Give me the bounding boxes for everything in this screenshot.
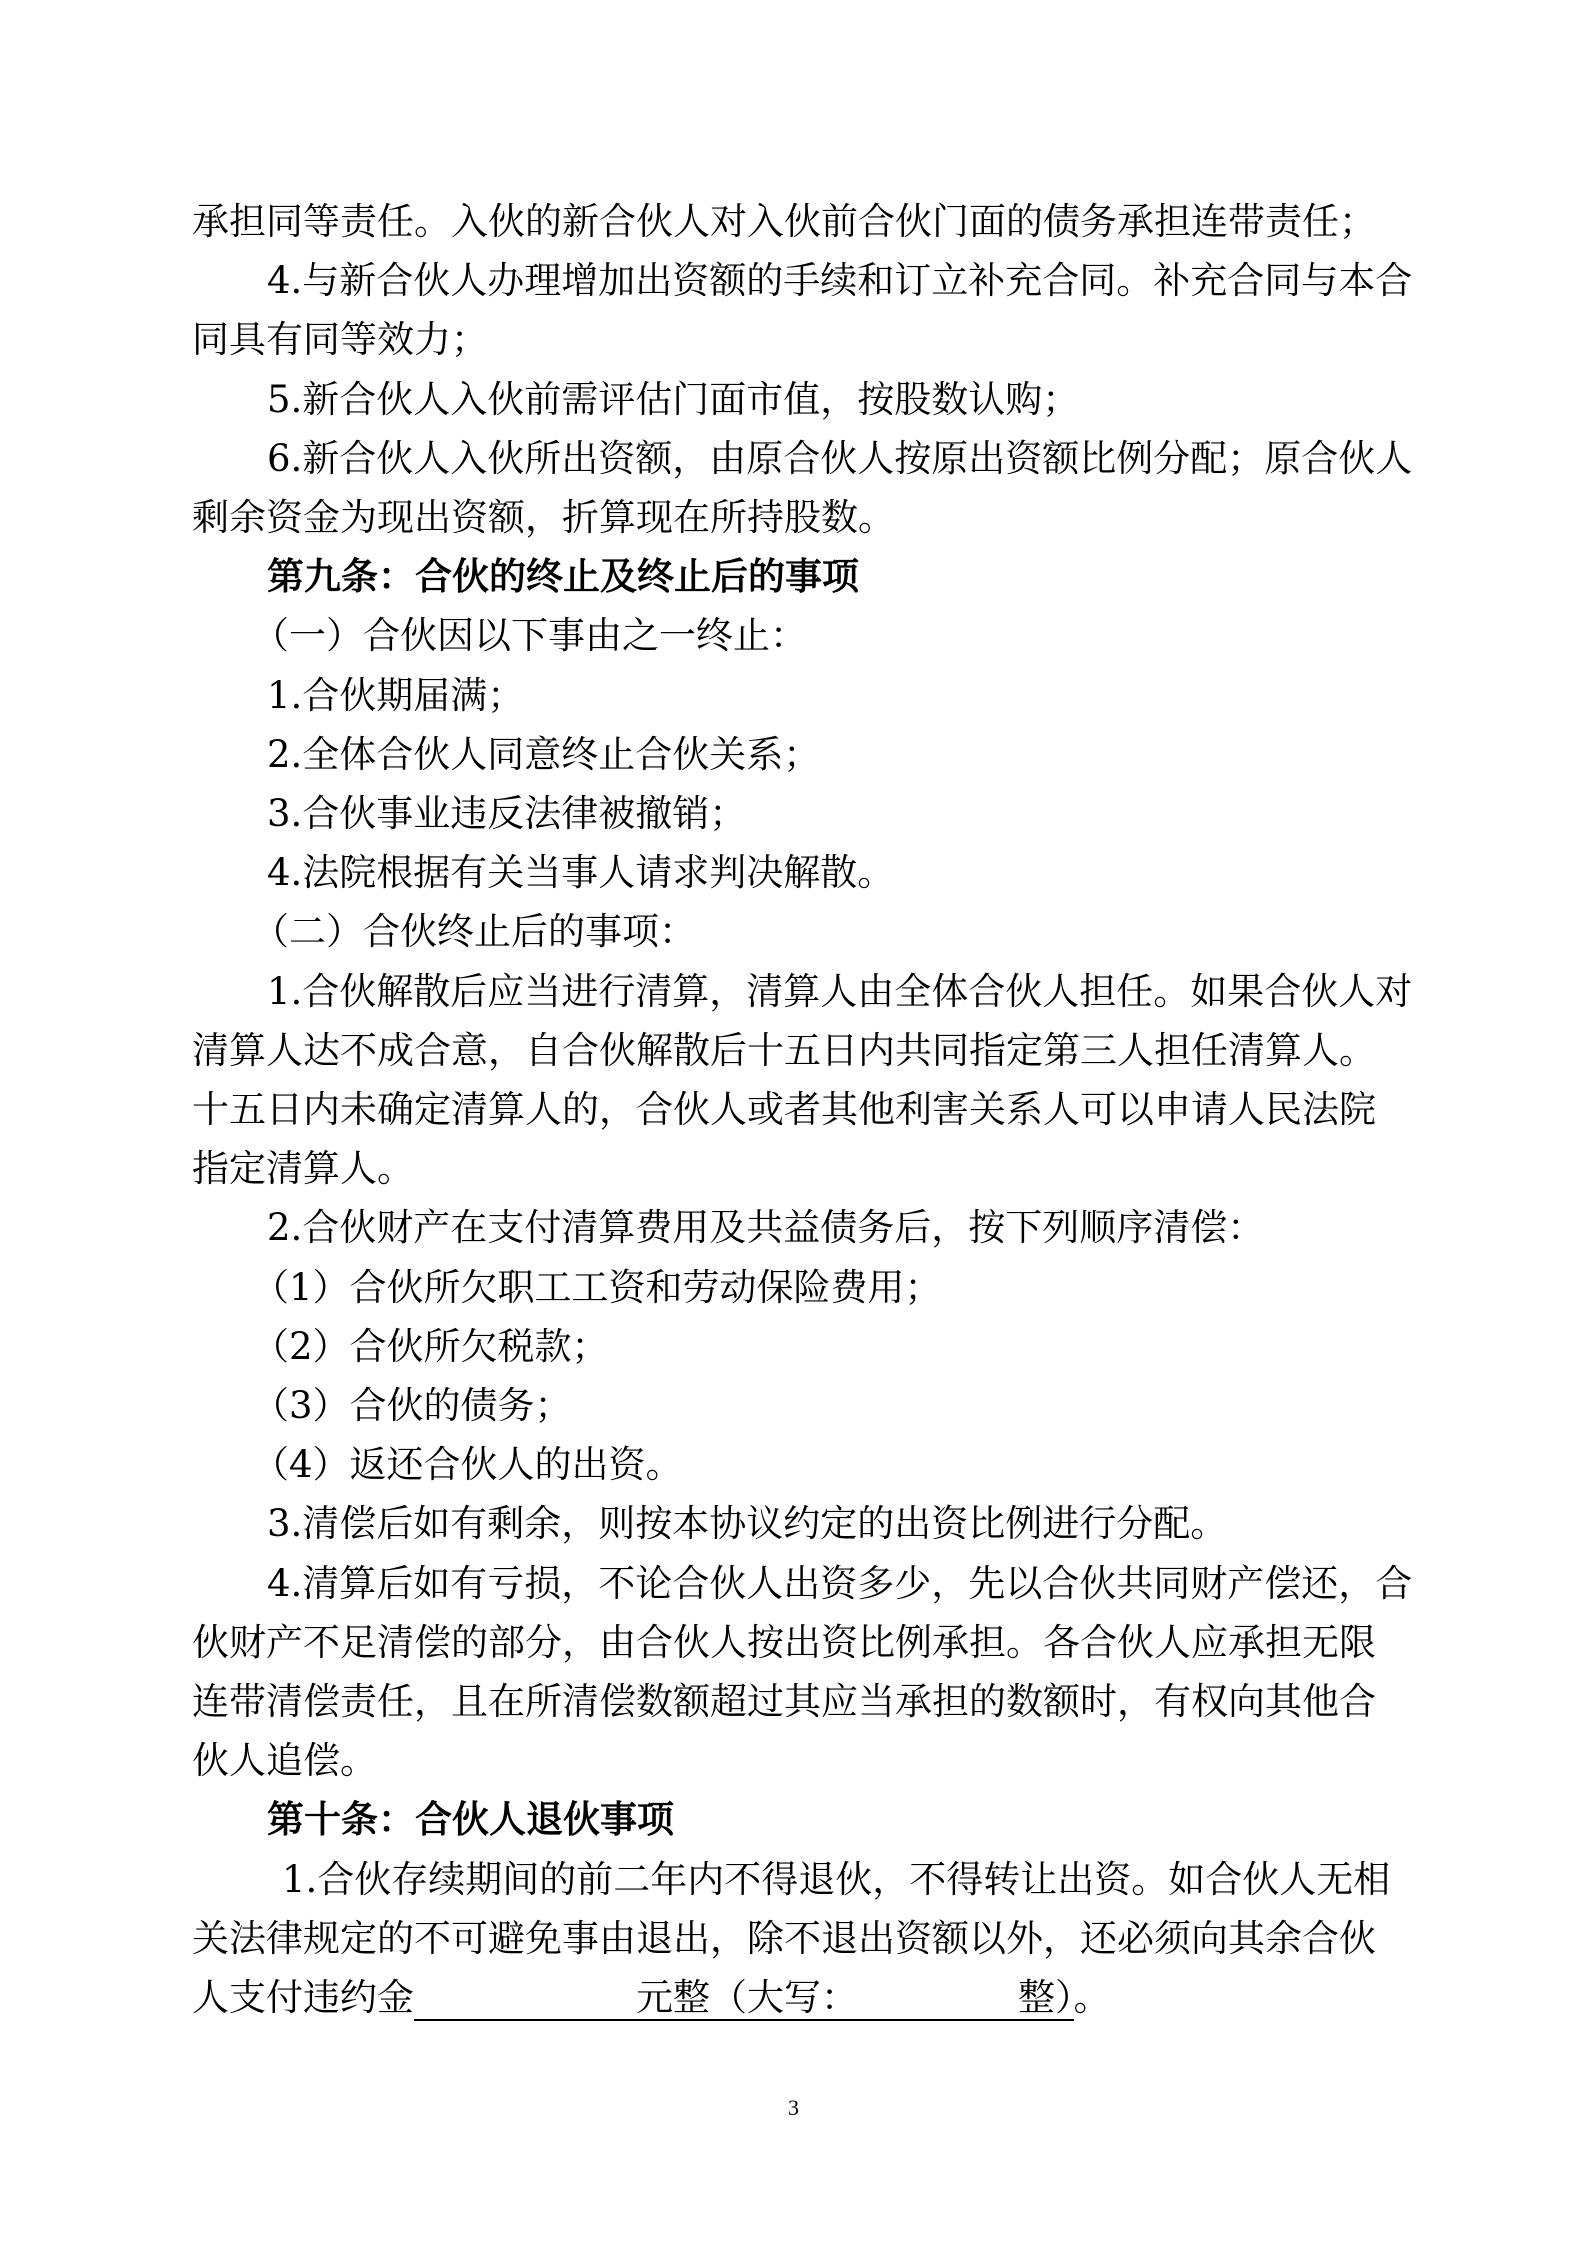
penalty-suffix: 。 [1073,1976,1111,2020]
page-number: 3 [788,2095,799,2120]
penalty-amount-field [414,1976,1074,2021]
subsection-heading: （一）合伙因以下事由之一终止： [252,614,807,658]
paragraph-line: 1.合伙存续期间的前二年内不得退伙，不得转让出资。如合伙人无相 [282,1857,1391,1901]
paragraph-line: 伙财产不足清偿的部分，由合伙人按出资比例承担。各合伙人应承担无限 [192,1620,1376,1664]
list-item: 2.全体合伙人同意终止合伙关系； [267,732,821,776]
list-item: 1.合伙期届满； [267,673,525,717]
subsection-heading: （二）合伙终止后的事项： [252,910,696,954]
document-body [192,192,1413,2027]
penalty-capital-unit: 整） [1018,1976,1074,2020]
paragraph-line: 承担同等责任。入伙的新合伙人对入伙前合伙门面的债务承担连带责任； [192,200,1376,243]
penalty-prefix: 人支付违约金 [192,1976,414,2020]
paragraph-line: 指定清算人。 [192,1147,414,1191]
paragraph-line: 伙人追偿。 [192,1739,377,1783]
paragraph-line: 十五日内未确定清算人的，合伙人或者其他利害关系人可以申请人民法院 [192,1088,1376,1132]
paragraph-line: 3.清偿后如有剩余，则按本协议约定的出资比例进行分配。 [267,1502,1228,1546]
paragraph-line: 1.合伙解散后应当进行清算，清算人由全体合伙人担任。如果合伙人对 [267,969,1413,1013]
section-heading: 第十条：合伙人退伙事项 [267,1797,674,1842]
list-item: （4）返还合伙人的出资。 [252,1443,683,1487]
list-item: 4.法院根据有关当事人请求判决解散。 [267,851,895,895]
paragraph-line: 5.新合伙人入伙前需评估门面市值，按股数认购； [267,377,1080,421]
paragraph-line: 关法律规定的不可避免事由退出，除不退出资额以外，还必须向其余合伙 [192,1916,1376,1960]
list-item: （1）合伙所欠职工工资和劳动保险费用； [252,1265,942,1309]
paragraph-line: 2.合伙财产在支付清算费用及共益债务后，按下列顺序清偿： [267,1206,1265,1250]
paragraph-line: 4.与新合伙人办理增加出资额的手续和订立补充合同。补充合同与本合 [267,259,1413,303]
paragraph-line-with-blanks [192,1968,1404,2027]
paragraph-line: 清算人达不成合意，自合伙解散后十五日内共同指定第三人担任清算人。 [192,1028,1376,1072]
paragraph-line: 同具有同等效力； [192,318,488,362]
list-item: （2）合伙所欠税款； [252,1324,609,1368]
penalty-unit-label: 元整（大写： [636,1976,858,2020]
paragraph-line: 剩余资金为现出资额，折算现在所持股数。 [192,496,895,540]
paragraph-line: 4.清算后如有亏损，不论合伙人出资多少，先以合伙共同财产偿还，合 [267,1561,1413,1605]
section-heading: 第九条：合伙的终止及终止后的事项 [267,554,859,599]
paragraph-line: 6.新合伙人入伙所出资额，由原合伙人按原出资额比例分配；原合伙人 [267,436,1413,480]
list-item: 3.合伙事业违反法律被撤销； [267,792,747,836]
paragraph-line: 连带清偿责任，且在所清偿数额超过其应当承担的数额时，有权向其他合 [192,1680,1376,1724]
list-item: （3）合伙的债务； [252,1384,572,1428]
